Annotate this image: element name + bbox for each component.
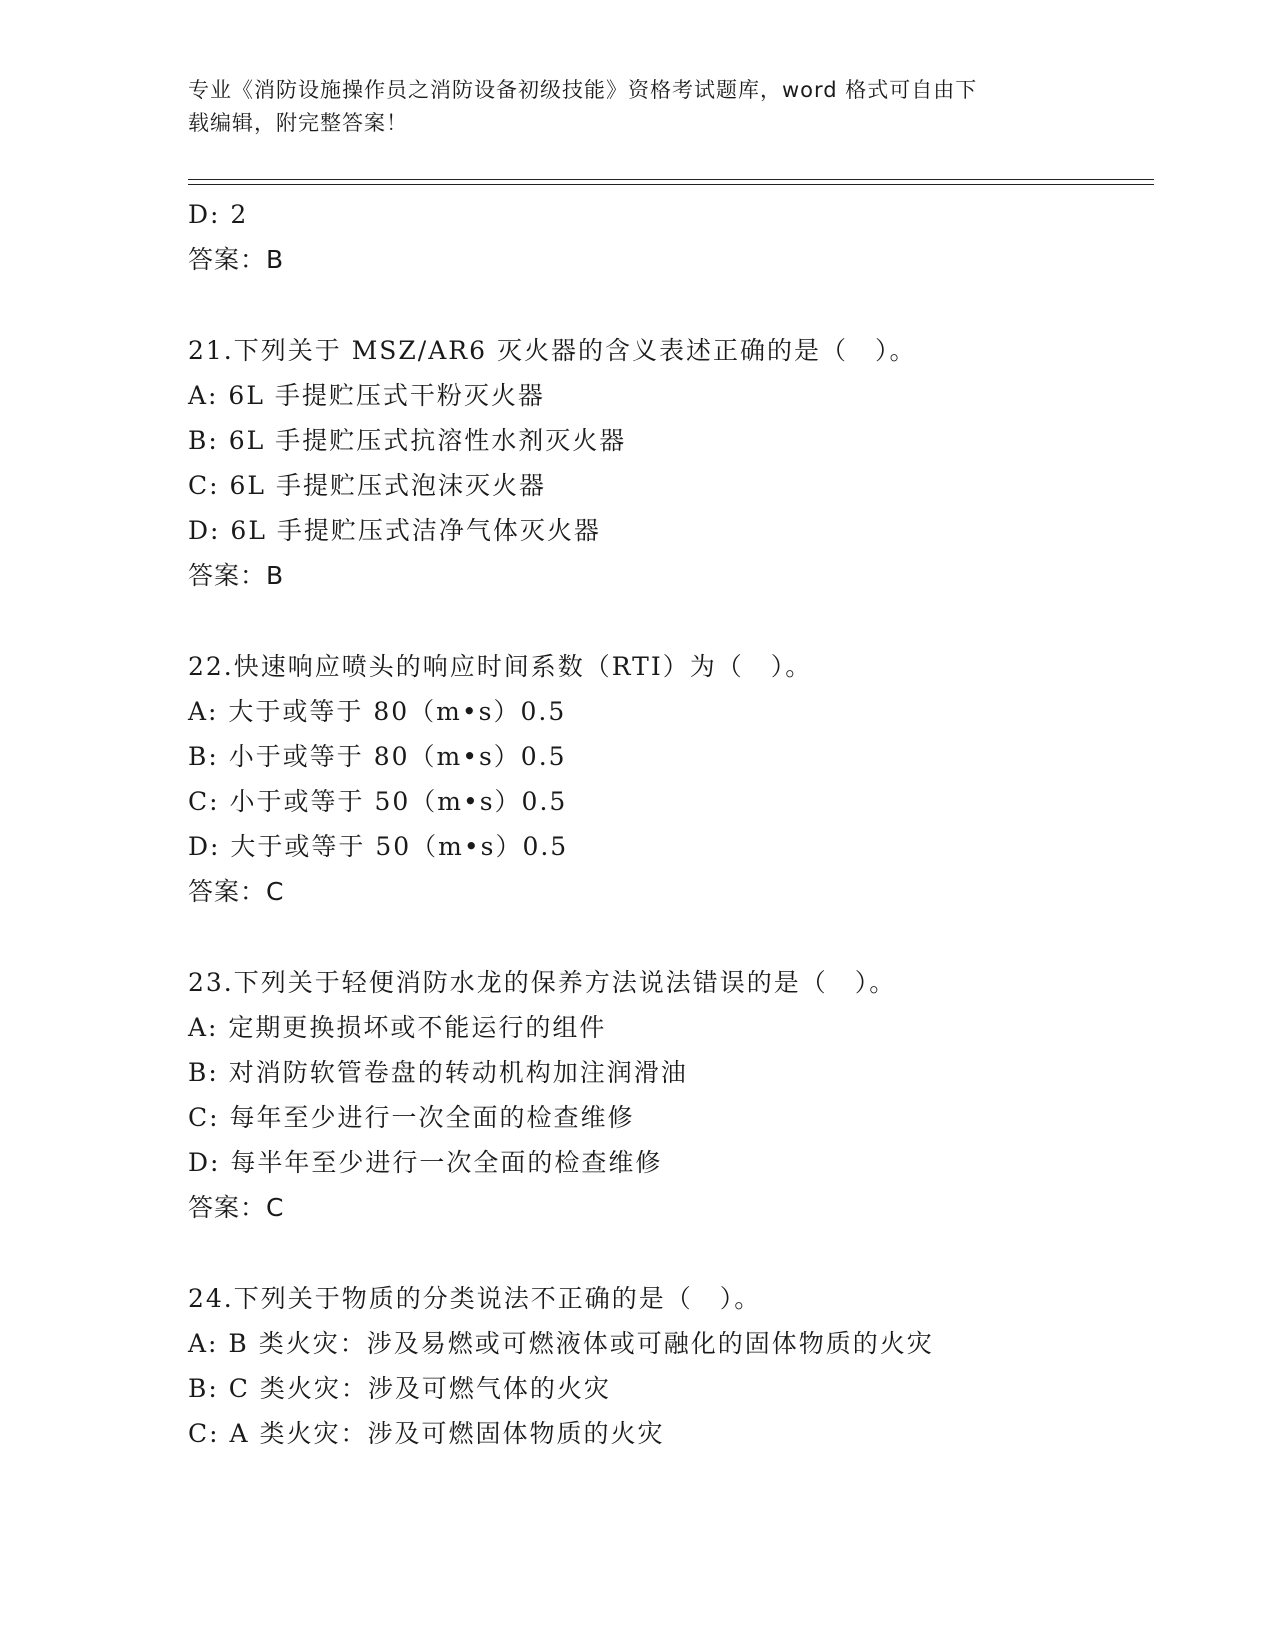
option-a: A: B 类火灾：涉及易燃或可燃液体或可融化的固体物质的火灾 — [188, 1329, 934, 1358]
option-d: D: 6L 手提贮压式洁净气体灭火器 — [188, 516, 601, 545]
question-21 — [188, 328, 1168, 598]
option-b: B: 小于或等于 80（m•s）0.5 — [188, 742, 567, 771]
question-stem: 23.下列关于轻便消防水龙的保养方法说法错误的是（ ）。 — [188, 968, 897, 997]
option-b: B: C 类火灾：涉及可燃气体的火灾 — [188, 1374, 611, 1403]
option-a: A: 6L 手提贮压式干粉灭火器 — [188, 381, 545, 410]
question-stem: 24.下列关于物质的分类说法不正确的是（ ）。 — [188, 1284, 762, 1313]
answer: 答案：B — [188, 561, 285, 590]
header-divider — [188, 179, 1154, 185]
question-23 — [188, 960, 1168, 1230]
question-list — [188, 192, 1168, 1456]
option-c: C: 6L 手提贮压式泡沫灭火器 — [188, 471, 546, 500]
question-stem: 22.快速响应喷头的响应时间系数（RTI）为（ ）。 — [188, 652, 813, 681]
answer: 答案：C — [188, 1193, 285, 1222]
option-b: B: 6L 手提贮压式抗溶性水剂灭火器 — [188, 426, 627, 455]
header-line-2: 载编辑，附完整答案！ — [188, 111, 408, 135]
document-header — [188, 74, 1088, 140]
option-b: B: 对消防软管卷盘的转动机构加注润滑油 — [188, 1058, 688, 1087]
answer: 答案：C — [188, 877, 285, 906]
prev-option-d: D: 2 — [188, 200, 249, 229]
prev-answer: 答案：B — [188, 245, 285, 274]
option-a: A: 定期更换损坏或不能运行的组件 — [188, 1013, 607, 1042]
option-c: C: 小于或等于 50（m•s）0.5 — [188, 787, 568, 816]
option-d: D: 每半年至少进行一次全面的检查维修 — [188, 1148, 663, 1177]
question-22 — [188, 644, 1168, 914]
option-c: C: A 类火灾：涉及可燃固体物质的火灾 — [188, 1419, 665, 1448]
question-24 — [188, 1276, 1168, 1456]
header-line-1: 专业《消防设施操作员之消防设备初级技能》资格考试题库，word 格式可自由下 — [188, 78, 978, 102]
option-c: C: 每年至少进行一次全面的检查维修 — [188, 1103, 635, 1132]
option-a: A: 大于或等于 80（m•s）0.5 — [188, 697, 567, 726]
option-d: D: 大于或等于 50（m•s）0.5 — [188, 832, 569, 861]
question-stem: 21.下列关于 MSZ/AR6 灭火器的含义表述正确的是（ ）。 — [188, 336, 917, 365]
